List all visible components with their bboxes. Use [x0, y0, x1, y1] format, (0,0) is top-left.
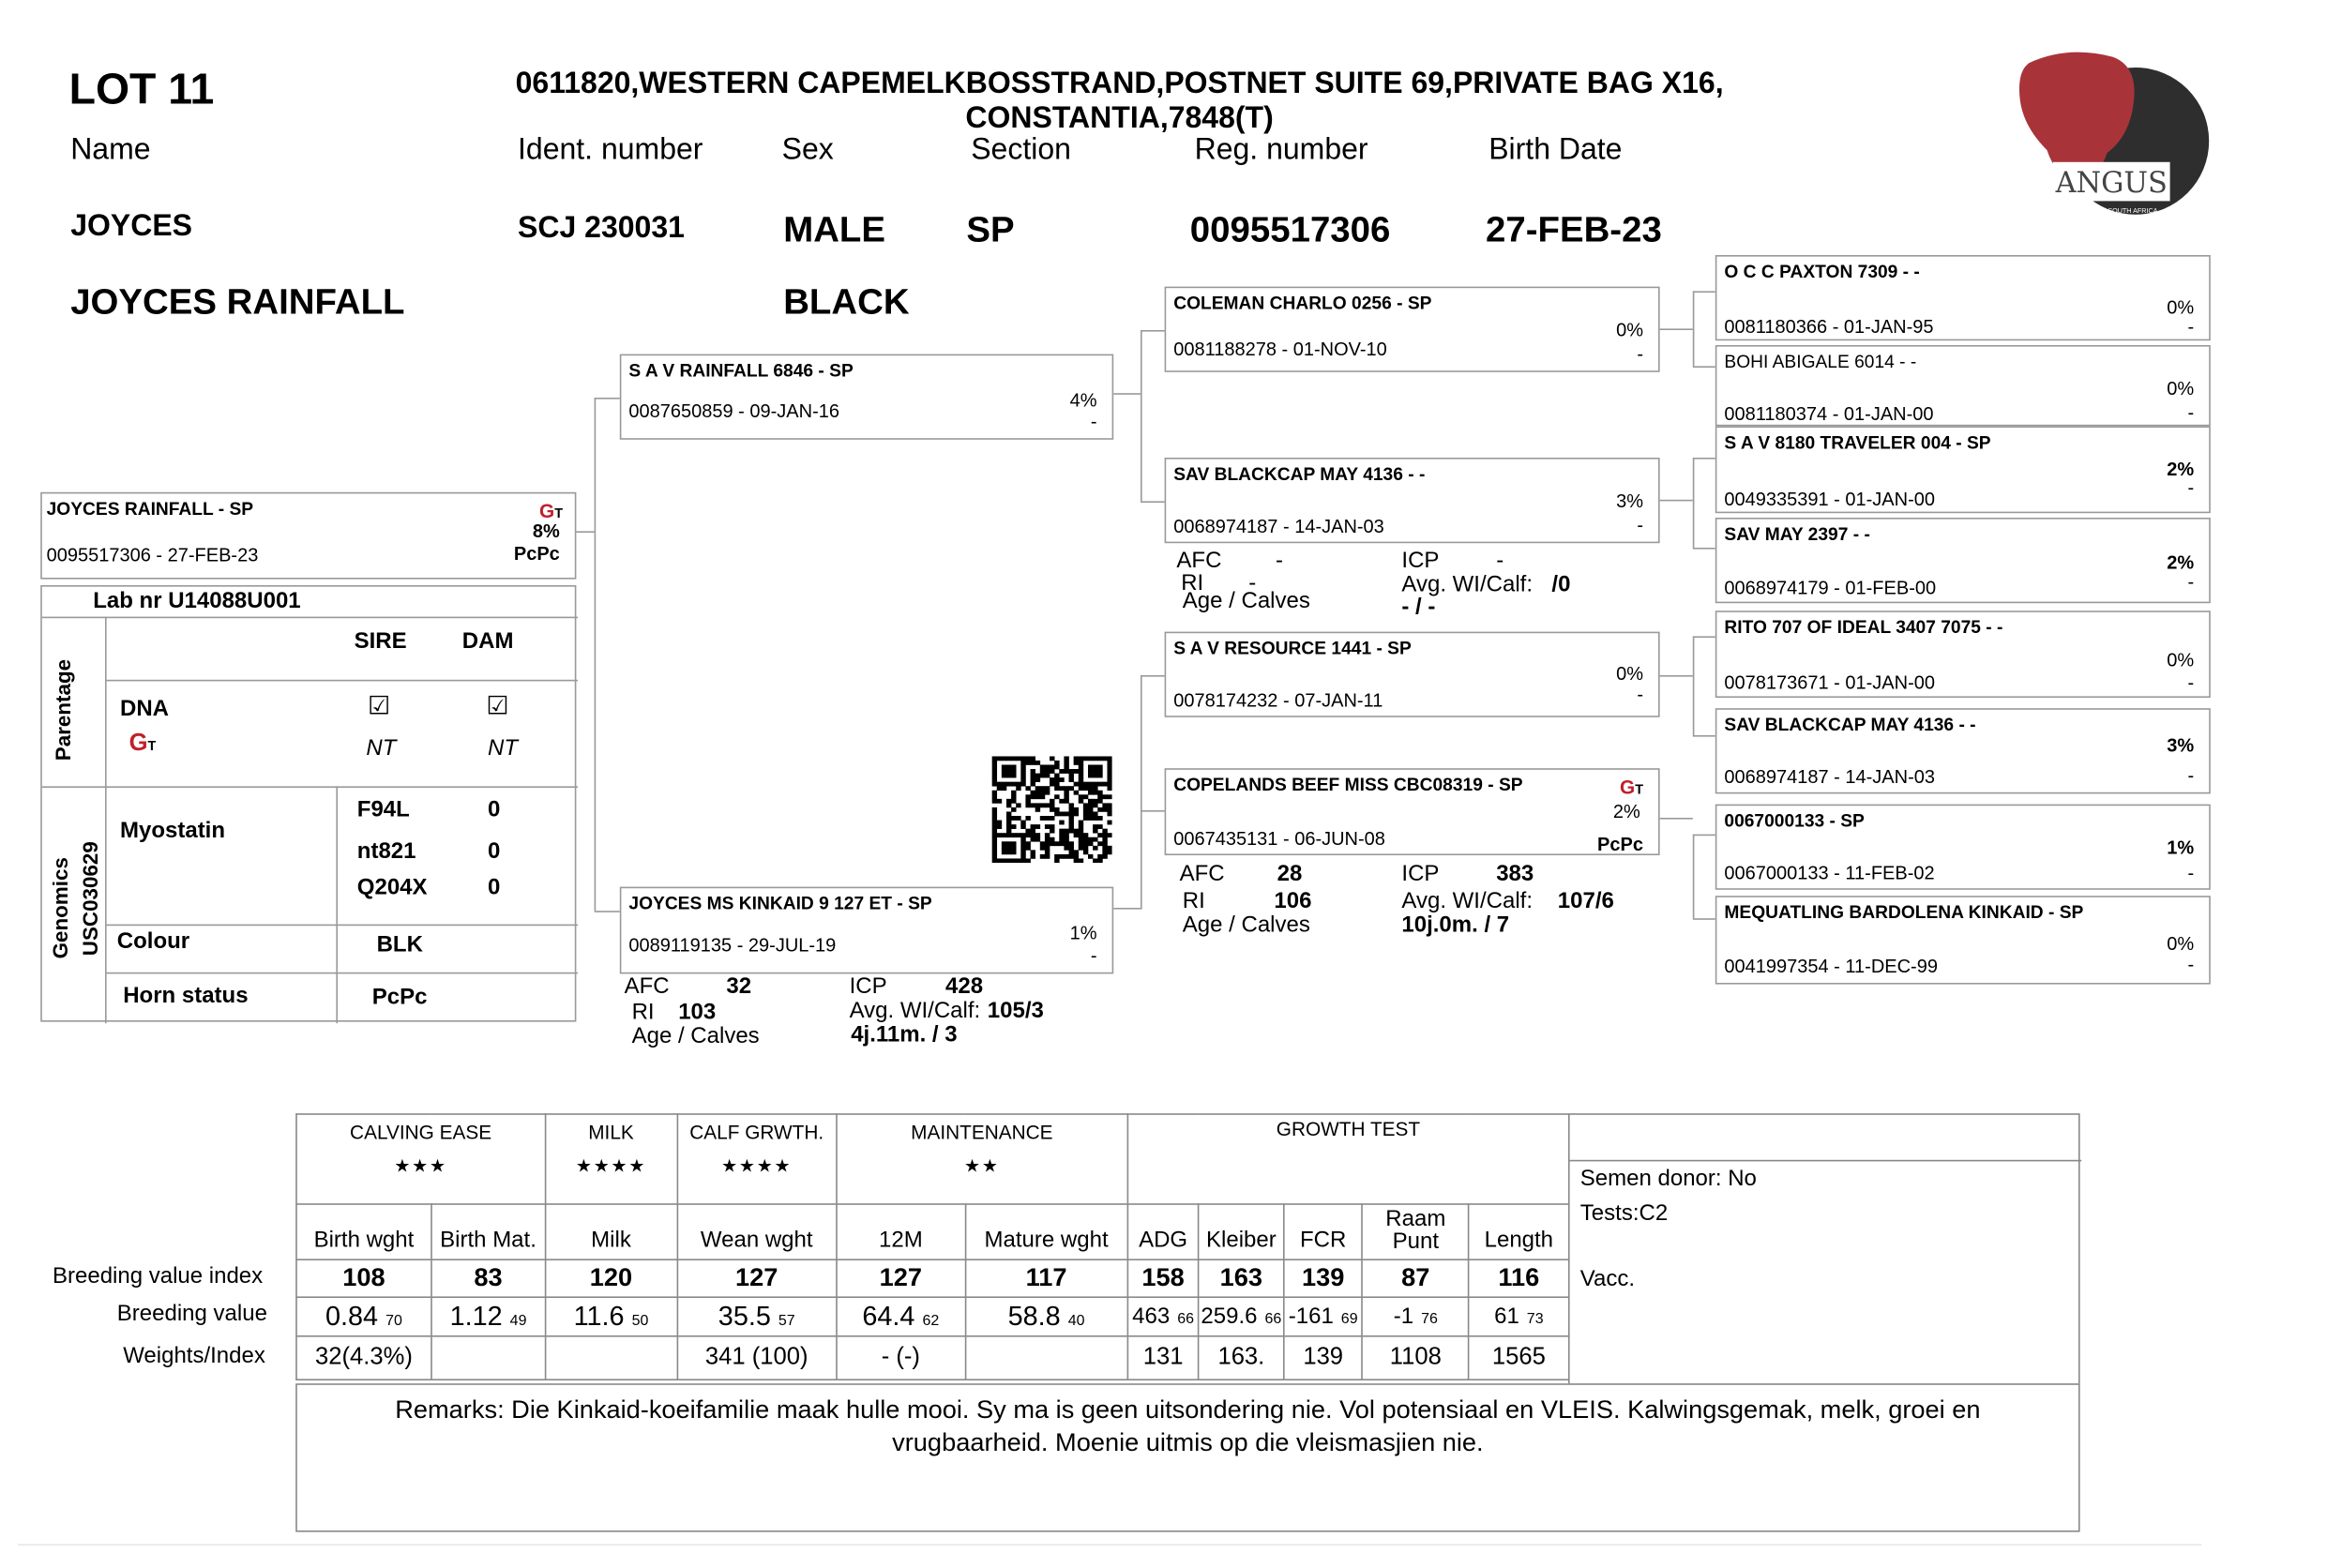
dam-ri: 103	[678, 999, 717, 1025]
ident-number: SCJ 230031	[518, 211, 685, 245]
gg-box-5[interactable]	[1715, 611, 2211, 698]
sire-dam-afc-label: AFC	[1176, 548, 1222, 574]
group-growth-test	[1127, 1114, 1569, 1204]
label-reg: Reg. number	[1194, 133, 1368, 167]
sire-sire-name: COLEMAN CHARLO 0256 - SP	[1173, 293, 1432, 314]
gg-box-7[interactable]	[1715, 805, 2211, 890]
logo-text: ANGUS	[2055, 166, 2168, 200]
col-header-raam-punt: Raam Punt	[1363, 1204, 1469, 1259]
gt-icon-small: GT	[128, 731, 157, 757]
gg-6-name: SAV BLACKCAP MAY 4136 - -	[1724, 714, 1976, 735]
marker-f94l: F94L	[356, 796, 410, 822]
col-header-mature-wght: Mature wght	[965, 1204, 1127, 1259]
label-section: Section	[971, 133, 1071, 167]
gg-8-name: MEQUATLING BARDOLENA KINKAID - SP	[1724, 901, 2084, 923]
horn-status-value: PcPc	[371, 984, 428, 1010]
genomics-id: USC030629	[78, 841, 102, 957]
gg-6-pct: 3%	[2167, 735, 2195, 757]
dna-label: DNA	[120, 696, 169, 722]
gg-2-reg: 0081180374 - 01-JAN-00	[1724, 403, 1934, 425]
dam-dam-age-label: Age / Calves	[1182, 912, 1310, 938]
sex-value: MALE	[783, 210, 885, 251]
sire-sire-dash: -	[1637, 343, 1643, 365]
gg-6-reg: 0068974187 - 14-JAN-03	[1724, 766, 1935, 788]
sire-dam-afc: -	[1276, 548, 1283, 574]
milk-stars: ★★★★	[575, 1155, 647, 1177]
lab-number: Lab nr U14088U001	[93, 588, 301, 614]
gg-2-dash: -	[2187, 401, 2195, 424]
gg-1-dash: -	[2187, 316, 2195, 338]
col-header-12m: 12M	[837, 1204, 965, 1259]
dam-ri-label: RI	[631, 999, 655, 1025]
dam-sire-box[interactable]	[1165, 632, 1660, 717]
accuracy-fcr: 69	[1340, 1311, 1358, 1328]
gg-8-reg: 0041997354 - 11-DEC-99	[1724, 956, 1938, 977]
sire-name: S A V RAINFALL 6846 - SP	[628, 360, 854, 382]
label-ident: Ident. number	[518, 133, 703, 167]
dam-sire-dash: -	[1637, 684, 1643, 705]
dam-box[interactable]	[620, 887, 1113, 974]
marker-q204x-value: 0	[488, 874, 501, 900]
bv-mature-wght: 58.8	[1007, 1301, 1061, 1332]
accuracy-birth-mat: 49	[509, 1313, 527, 1330]
dam-dam-ri-label: RI	[1182, 888, 1205, 914]
dam-dam-icp-label: ICP	[1401, 861, 1440, 887]
gg-6-dash: -	[2187, 765, 2195, 787]
col-header-kleiber: Kleiber	[1199, 1204, 1284, 1259]
breeder-address	[480, 68, 1759, 137]
dam-reg: 0089119135 - 29-JUL-19	[628, 934, 837, 957]
weight-birth-mat	[431, 1336, 545, 1380]
dam-sire-pct: 0%	[1616, 663, 1643, 685]
group-growth-label: GROWTH TEST	[1276, 1118, 1421, 1140]
gg-4-dash: -	[2187, 571, 2195, 593]
dam-dam-reg: 0067435131 - 06-JUN-08	[1173, 828, 1385, 850]
bv-birth-wght: 0.84	[325, 1301, 379, 1332]
vacc: Vacc.	[1579, 1266, 1636, 1292]
index-fcr: 139	[1284, 1259, 1363, 1297]
gg-2-name: BOHI ABIGALE 6014 - -	[1724, 351, 1917, 372]
gg-box-4[interactable]	[1715, 518, 2211, 603]
gg-3-reg: 0049335391 - 01-JAN-00	[1724, 489, 1935, 510]
gg-1-pct: 0%	[2167, 296, 2195, 319]
dam-name: JOYCES MS KINKAID 9 127 ET - SP	[628, 893, 932, 914]
accuracy-milk: 50	[631, 1313, 649, 1330]
dna-dam-check-icon: ☑	[486, 691, 509, 720]
gg-4-name: SAV MAY 2397 - -	[1724, 523, 1870, 545]
animal-box-horn: PcPc	[513, 543, 560, 565]
col-header-birth-mat: Birth Mat.	[431, 1204, 545, 1259]
gg-4-reg: 0068974179 - 01-FEB-00	[1724, 578, 1937, 599]
bv-raam-punt: -1	[1393, 1304, 1414, 1330]
sire-dam-name: SAV BLACKCAP MAY 4136 - -	[1173, 463, 1426, 485]
sire-dam-age-label: Age / Calves	[1182, 588, 1310, 614]
weight-length: 1565	[1469, 1336, 1569, 1380]
accuracy-wean-wght: 57	[778, 1313, 795, 1330]
sire-sire-pct: 0%	[1616, 319, 1643, 341]
weight-wean-wght: 341 (100)	[677, 1336, 837, 1380]
index-milk: 120	[545, 1259, 677, 1297]
gg-3-pct: 2%	[2167, 459, 2195, 480]
dam-dam-pct: 2%	[1612, 801, 1640, 822]
gg-7-pct: 1%	[2167, 837, 2195, 859]
gg-3-name: S A V 8180 TRAVELER 004 - SP	[1724, 431, 1991, 454]
gg-7-name: 0067000133 - SP	[1724, 810, 1865, 832]
calving-stars: ★★★	[394, 1155, 447, 1177]
index-12m: 127	[837, 1259, 965, 1297]
bv-cell-length	[1469, 1297, 1569, 1336]
row-label-weights: Weights/Index	[123, 1343, 265, 1369]
bv-12m: 64.4	[862, 1301, 915, 1332]
accuracy-mature-wght: 40	[1067, 1313, 1085, 1330]
col-header-birth-wght: Birth wght	[296, 1204, 431, 1259]
logo-subtext: SOCIETY OF SOUTH AFRICA	[2064, 206, 2158, 216]
dam-dam-wi: 107/6	[1557, 888, 1614, 914]
maint-stars: ★★	[964, 1155, 1000, 1177]
index-kleiber: 163	[1199, 1259, 1284, 1297]
group-calf-label: CALF GRWTH.	[689, 1121, 824, 1144]
bv-cell-birth-mat	[431, 1297, 545, 1336]
dna-sire-nt: NT	[366, 735, 397, 761]
bv-cell-raam-punt	[1363, 1297, 1469, 1336]
index-adg: 158	[1127, 1259, 1199, 1297]
weight-12m: - (-)	[837, 1336, 965, 1380]
calf-stars: ★★★★	[721, 1155, 793, 1177]
group-maint-label: MAINTENANCE	[911, 1121, 1053, 1144]
dam-dam-ri: 106	[1274, 888, 1312, 914]
horn-status-label: Horn status	[123, 983, 249, 1009]
dna-dam-nt: NT	[488, 735, 518, 761]
dam-afc: 32	[726, 973, 752, 1000]
accuracy-birth-wght: 70	[385, 1313, 402, 1330]
dam-dam-box[interactable]	[1165, 768, 1660, 855]
dam-icp-label: ICP	[849, 973, 887, 1000]
dam-pct: 1%	[1069, 923, 1097, 944]
sire-dam-age: - / -	[1401, 594, 1436, 620]
animal-box-name: JOYCES RAINFALL - SP	[46, 498, 254, 520]
lab-box	[40, 585, 576, 1022]
animal-name: JOYCES	[70, 210, 193, 244]
dam-wi: 105/3	[987, 998, 1044, 1024]
gg-5-pct: 0%	[2167, 649, 2195, 671]
col-header-wean-wght: Wean wght	[677, 1204, 837, 1259]
sire-dam-pct: 3%	[1616, 490, 1643, 512]
lot-number: LOT 11	[68, 66, 215, 114]
sire-pct: 4%	[1069, 390, 1097, 412]
gg-box-1[interactable]	[1715, 255, 2211, 340]
label-birth: Birth Date	[1488, 133, 1623, 167]
info-panel	[1568, 1113, 2080, 1385]
group-milk-label: MILK	[588, 1121, 634, 1144]
sire-dam-wi-label: Avg. WI/Calf:	[1401, 571, 1533, 597]
weight-fcr: 139	[1284, 1336, 1363, 1380]
dam-col-header: DAM	[461, 628, 514, 655]
myostatin-label: Myostatin	[120, 818, 226, 844]
sire-box[interactable]	[620, 354, 1113, 440]
col-header-fcr: FCR	[1284, 1204, 1363, 1259]
marker-f94l-value: 0	[488, 796, 501, 822]
index-mature-wght: 117	[965, 1259, 1127, 1297]
marker-nt821-value: 0	[488, 838, 501, 865]
gt-icon: GT	[539, 499, 563, 522]
bv-adg: 463	[1132, 1304, 1171, 1330]
accuracy-12m: 62	[922, 1313, 940, 1330]
animal-box-pct: 8%	[532, 520, 560, 542]
tests: Tests:C2	[1579, 1200, 1669, 1227]
section-value: SP	[966, 210, 1015, 251]
gg-8-dash: -	[2187, 954, 2195, 975]
index-raam-punt: 87	[1363, 1259, 1469, 1297]
group-calving-label: CALVING EASE	[350, 1121, 492, 1144]
gg-box-6[interactable]	[1715, 708, 2211, 793]
gg-box-3[interactable]	[1715, 426, 2211, 513]
gg-box-8[interactable]	[1715, 896, 2211, 984]
remarks-box	[295, 1383, 2079, 1531]
index-birth-mat: 83	[431, 1259, 545, 1297]
parentage-label: Parentage	[51, 658, 75, 761]
index-wean-wght: 127	[677, 1259, 837, 1297]
sire-dam-reg: 0068974187 - 14-JAN-03	[1173, 516, 1384, 537]
dam-dam-horn: PcPc	[1597, 834, 1643, 855]
bv-cell-kleiber	[1199, 1297, 1284, 1336]
row-label-index: Breeding value index	[53, 1263, 264, 1289]
address-line-1: 0611820,WESTERN CAPEMELKBOSSTRAND,POSTNET SUITE 69,PRIVATE BAG X16,	[515, 68, 1724, 101]
gg-5-dash: -	[2187, 671, 2195, 694]
bv-birth-mat: 1.12	[449, 1301, 503, 1332]
weight-adg: 131	[1127, 1336, 1199, 1380]
gg-7-dash: -	[2187, 863, 2195, 884]
sire-dam-box[interactable]	[1165, 458, 1660, 543]
bv-cell-12m	[837, 1297, 965, 1336]
dam-age: 4j.11m. / 3	[851, 1021, 958, 1048]
marker-q204x: Q204X	[356, 874, 428, 900]
sire-dam-ri-label: RI	[1181, 570, 1204, 596]
dam-wi-label: Avg. WI/Calf:	[849, 998, 981, 1024]
sire-dam-icp: -	[1496, 548, 1504, 574]
label-sex: Sex	[781, 133, 834, 167]
dam-dam-afc: 28	[1277, 861, 1303, 887]
group-milk	[545, 1114, 677, 1204]
weight-milk	[545, 1336, 677, 1380]
dam-dash: -	[1090, 945, 1097, 967]
bv-cell-birth-wght	[296, 1297, 431, 1336]
remarks-text: Remarks: Die Kinkaid-koeifamilie maak hulle mooi. Sy ma is geen uitsondering nie. Vol potensiaal en VLEIS. Kalwingsgemak, melk, groei en vrugbaarheid. Moenie uitmis op die vleismasjien nie.	[395, 1395, 1981, 1457]
col-header-length: Length	[1469, 1204, 1569, 1259]
bv-length: 61	[1494, 1304, 1519, 1330]
dna-sire-check-icon: ☑	[368, 691, 391, 720]
sire-sire-reg: 0081188278 - 01-NOV-10	[1173, 339, 1387, 360]
bv-milk: 11.6	[573, 1301, 625, 1332]
colour-label: Colour	[116, 928, 190, 955]
angus-logo	[2008, 45, 2213, 234]
gt-icon-dam-dam: GT	[1620, 776, 1643, 799]
accuracy-kleiber: 66	[1264, 1311, 1282, 1328]
weight-birth-wght: 32(4.3%)	[296, 1336, 431, 1380]
dam-sire-name: S A V RESOURCE 1441 - SP	[1173, 638, 1412, 659]
gg-4-pct: 2%	[2167, 551, 2195, 574]
sire-dash: -	[1090, 411, 1097, 432]
index-birth-wght: 108	[296, 1259, 431, 1297]
group-maintenance	[837, 1114, 1127, 1204]
reg-number: 0095517306	[1189, 210, 1391, 251]
col-header-milk: Milk	[545, 1204, 677, 1259]
dam-dam-age: 10j.0m. / 7	[1401, 912, 1510, 938]
bv-wean-wght: 35.5	[718, 1301, 771, 1332]
dam-dam-icp: 383	[1496, 861, 1534, 887]
gg-1-name: O C C PAXTON 7309 - -	[1724, 261, 1920, 282]
sire-dam-icp-label: ICP	[1401, 548, 1440, 574]
gg-5-name: RITO 707 OF IDEAL 3407 7075 - -	[1724, 616, 2003, 638]
gg-7-reg: 0067000133 - 11-FEB-02	[1724, 863, 1935, 884]
bv-cell-adg	[1127, 1297, 1199, 1336]
bv-cell-wean-wght	[677, 1297, 837, 1336]
accuracy-raam-punt: 76	[1421, 1311, 1438, 1328]
animal-box-reg: 0095517306 - 27-FEB-23	[46, 544, 259, 566]
genomics-label: Genomics	[48, 857, 72, 959]
sire-dam-ri: -	[1248, 570, 1257, 596]
colour-value: BLACK	[783, 281, 910, 323]
dam-afc-label: AFC	[624, 973, 670, 1000]
weight-kleiber: 163.	[1199, 1336, 1284, 1380]
dam-dam-wi-label: Avg. WI/Calf:	[1401, 888, 1533, 914]
sire-sire-box[interactable]	[1165, 287, 1660, 372]
bv-cell-milk	[545, 1297, 677, 1336]
gg-1-reg: 0081180366 - 01-JAN-95	[1724, 316, 1934, 338]
dam-sire-reg: 0078174232 - 07-JAN-11	[1173, 690, 1383, 712]
sire-col-header: SIRE	[354, 628, 407, 655]
group-calf-growth	[677, 1114, 837, 1204]
gg-5-reg: 0078173671 - 01-JAN-00	[1724, 671, 1935, 694]
gg-8-pct: 0%	[2167, 933, 2195, 955]
qr-code[interactable]	[992, 756, 1112, 863]
dam-icp: 428	[945, 973, 984, 1000]
group-calving-ease	[296, 1114, 545, 1204]
bv-fcr: -161	[1288, 1304, 1334, 1330]
accuracy-adg: 66	[1177, 1311, 1195, 1328]
bv-kleiber: 259.6	[1201, 1304, 1258, 1330]
breeding-value-table	[295, 1113, 1569, 1380]
index-length: 116	[1469, 1259, 1569, 1297]
bv-cell-mature-wght	[965, 1297, 1127, 1336]
accuracy-length: 73	[1526, 1311, 1544, 1328]
col-header-adg: ADG	[1127, 1204, 1199, 1259]
animal-box[interactable]	[40, 492, 576, 580]
row-label-bv: Breeding value	[116, 1301, 267, 1327]
gg-3-dash: -	[2187, 476, 2195, 499]
dam-dam-afc-label: AFC	[1179, 861, 1225, 887]
sire-dam-wi: /0	[1551, 571, 1571, 597]
semen-donor: Semen donor: No	[1579, 1166, 1757, 1192]
birth-date: 27-FEB-23	[1486, 210, 1662, 251]
dam-age-label: Age / Calves	[631, 1023, 760, 1049]
colour-code: BLK	[376, 931, 423, 957]
address-line-2: CONSTANTIA,7848(T)	[965, 101, 1274, 135]
sire-dam-dash: -	[1637, 514, 1643, 536]
sire-reg: 0087650859 - 09-JAN-16	[628, 400, 839, 422]
dam-dam-name: COPELANDS BEEF MISS CBC08319 - SP	[1173, 774, 1523, 795]
weight-mature-wght	[965, 1336, 1127, 1380]
gg-box-2[interactable]	[1715, 345, 2211, 426]
marker-nt821: nt821	[356, 838, 416, 865]
weight-raam-punt: 1108	[1363, 1336, 1469, 1380]
full-name: JOYCES RAINFALL	[70, 281, 405, 323]
bv-cell-fcr	[1284, 1297, 1363, 1336]
label-name: Name	[70, 133, 151, 167]
gg-2-pct: 0%	[2167, 378, 2195, 400]
